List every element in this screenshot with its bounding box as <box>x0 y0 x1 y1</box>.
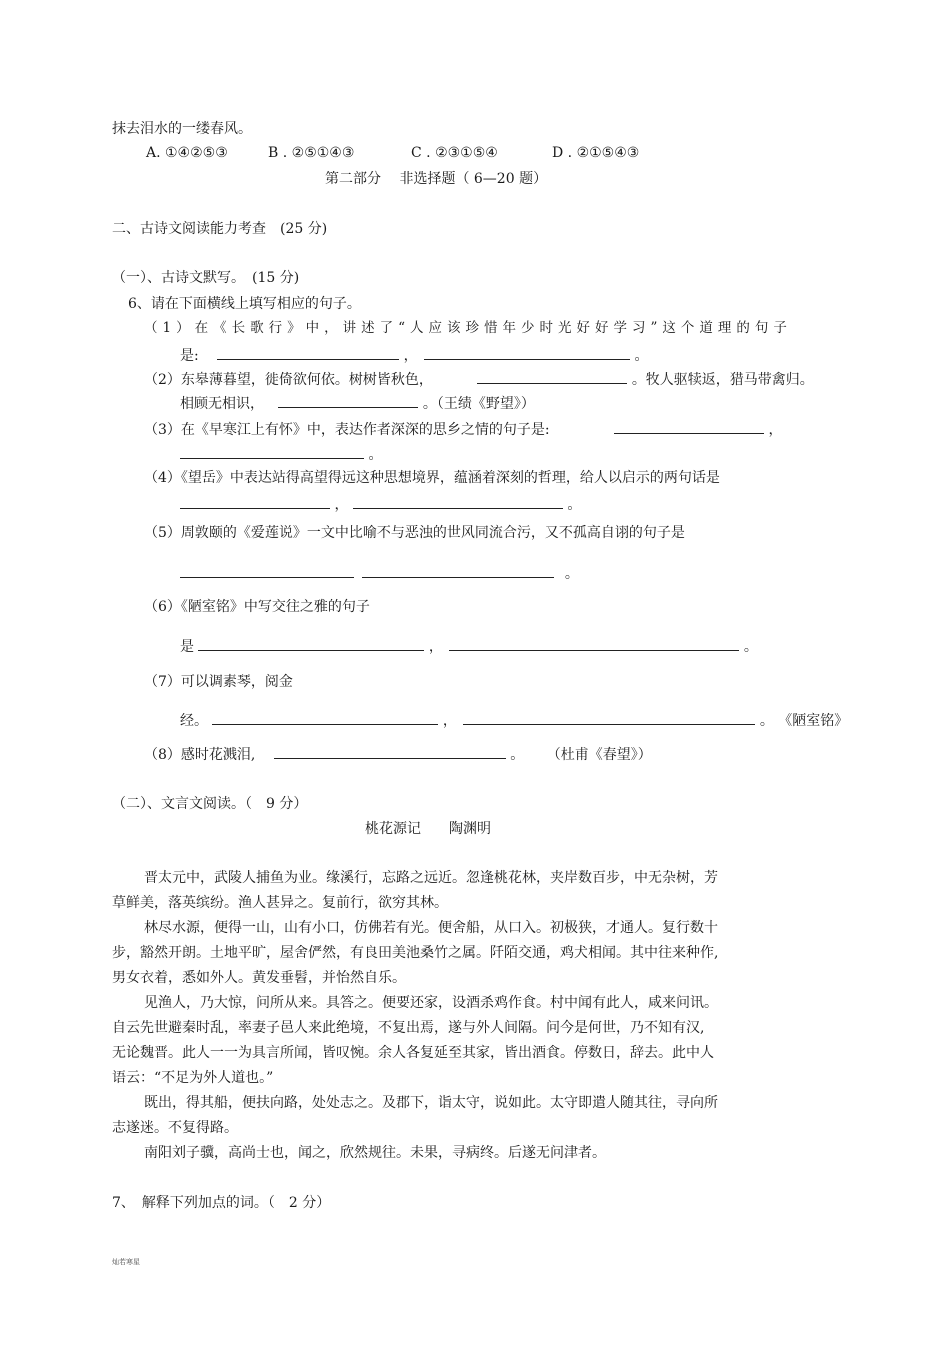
period: 。 <box>564 566 579 582</box>
comma: ， <box>442 713 457 729</box>
period: 。 <box>759 713 774 729</box>
passage-line: 自云先世避秦时乱，率妻子邑人来此绝境，不复出焉，遂与外人间隔。问今是何世，乃不知有汉, <box>112 1020 705 1036</box>
option-d: D . ②①⑤④③ <box>552 145 640 161</box>
passage-line: 志遂迷。不复得路。 <box>112 1120 238 1136</box>
option-a: A. ①④②⑤③ <box>146 145 228 161</box>
answer-blank[interactable] <box>217 345 399 360</box>
passage-line: 林尽水源，便得一山，山有小口，仿佛若有光。便舍船，从口入。初极狭，才通人。复行数十 <box>144 920 718 936</box>
passage-line: 见渔人，乃大惊，问所从来。具答之。便要还家，设酒杀鸡作食。村中闻有此人，咸来问讯。 <box>144 995 718 1011</box>
q6-item8-text: （8）感时花溅泪, <box>144 747 256 763</box>
part2-title: 第二部分 非选择题（ 6—20 题） <box>325 171 548 187</box>
q6-item1-answer-line <box>180 345 649 366</box>
answer-blank[interactable] <box>180 563 354 578</box>
passage-line: 男女衣着，悉如外人。黄发垂髫，并怡然自乐。 <box>112 970 406 986</box>
answer-blank[interactable] <box>424 345 630 360</box>
q6-item2-line1 <box>144 369 814 390</box>
section2-title: 二、古诗文阅读能力考查 (25 分) <box>112 221 328 237</box>
answer-blank[interactable] <box>180 444 364 459</box>
answer-blank[interactable] <box>463 710 755 725</box>
q6-item7-label: 经。 <box>180 713 208 729</box>
period: 。 <box>368 447 383 463</box>
q6-item1-text: （1）在《长歌行》中，讲述了“人应该珍惜年少时光好好学习”这个道理的句子 <box>144 320 792 336</box>
q6-item1-label: 是: <box>180 348 199 364</box>
q6-item4-answer-line <box>180 494 581 515</box>
intro-tail: 抹去泪水的一缕春风。 <box>112 121 252 137</box>
answer-blank[interactable] <box>614 419 764 434</box>
answer-blank[interactable] <box>212 710 438 725</box>
q6-item2-line2 <box>180 393 535 414</box>
q6-item6-label: 是 <box>180 639 194 655</box>
passage-title: 桃花源记 陶渊明 <box>365 821 491 837</box>
period: 。 <box>634 348 649 364</box>
q6-item7-source: 《陋室铭》 <box>778 713 849 729</box>
option-b: B . ②⑤①④③ <box>268 145 355 161</box>
q6-item6-answer-line <box>180 636 758 657</box>
q6-item8-line <box>144 744 652 765</box>
passage-line: 既出，得其船，便扶向路，处处志之。及郡下，诣太守，说如此。太守即遣人随其往，寻向所 <box>144 1095 718 1111</box>
q6-item3-line2 <box>180 444 382 465</box>
q6-item5-text: （5）周敦颐的《爱莲说》一文中比喻不与恶浊的世风同流合污，又不孤高自诩的句子是 <box>144 525 685 541</box>
answer-blank[interactable] <box>477 369 627 384</box>
answer-blank[interactable] <box>362 563 554 578</box>
passage-line: 晋太元中，武陵人捕鱼为业。缘溪行，忘路之远近。忽逢桃花林，夹岸数百步，中无杂树，芳 <box>144 870 718 886</box>
comma: ， <box>768 422 783 438</box>
passage-line: 南阳刘子骥，高尚士也，闻之，欣然规往。未果，寻病终。后遂无问津者。 <box>144 1145 606 1161</box>
answer-blank[interactable] <box>198 636 424 651</box>
q6-item5-answer-line <box>180 563 579 584</box>
passage-line: 语云：“不足为外人道也。” <box>112 1070 274 1086</box>
q6-item8-source: （杜甫《春望》） <box>546 747 652 763</box>
sub2-title: （二）、文言文阅读。（ 9 分） <box>112 796 308 812</box>
q6-item6-text: （6）《陋室铭》中写交往之雅的句子 <box>144 599 370 615</box>
passage-line: 步，豁然开朗。土地平旷，屋舍俨然，有良田美池桑竹之属。阡陌交通，鸡犬相闻。其中往来种作, <box>112 945 719 961</box>
comma: ， <box>403 348 418 364</box>
option-c: C . ②③①⑤④ <box>411 145 498 161</box>
q6-item2-text-b: 。牧人驱犊返，猎马带禽归。 <box>631 372 814 388</box>
answer-blank[interactable] <box>180 494 330 509</box>
q6-item7-text: （7）可以调素琴，阅金 <box>144 674 293 690</box>
q6-item2-text-c: 相顾无相识， <box>180 396 264 412</box>
period: 。 <box>567 497 582 513</box>
answer-blank[interactable] <box>274 744 506 759</box>
q6-item7-answer-line <box>180 710 848 731</box>
q6-item3-line1 <box>144 419 783 440</box>
answer-blank[interactable] <box>278 393 418 408</box>
period: 。 <box>510 747 525 763</box>
period: 。 <box>743 639 758 655</box>
q6-item2-text: （2）东皋薄暮望，徙倚欲何依。树树皆秋色， <box>144 372 433 388</box>
answer-blank[interactable] <box>353 494 563 509</box>
sub1-title: （一）、古诗文默写。 (15 分) <box>112 270 300 286</box>
passage-line: 草鲜美，落英缤纷。渔人甚异之。复前行，欲穷其林。 <box>112 895 448 911</box>
comma: ， <box>428 639 443 655</box>
q6-item2-source: 。（王绩《野望》） <box>422 396 535 412</box>
page-footer: 灿若寒星 <box>112 1258 140 1266</box>
answer-blank[interactable] <box>449 636 739 651</box>
comma: ， <box>334 497 349 513</box>
q6-item3-text: （3）在《早寒江上有怀》中，表达作者深深的思乡之情的句子是: <box>144 422 550 438</box>
question-7: 7、 解释下列加点的词。（ 2 分） <box>112 1195 331 1211</box>
passage-line: 无论魏晋。此人一一为具言所闻，皆叹惋。余人各复延至其家，皆出酒食。停数日，辞去。此中人 <box>112 1045 714 1061</box>
q6-item4-text: （4）《望岳》中表达站得高望得远这种思想境界，蕴涵着深刻的哲理，给人以启示的两句话是 <box>144 470 720 486</box>
q6-prompt: 6、请在下面横线上填写相应的句子。 <box>128 296 361 312</box>
